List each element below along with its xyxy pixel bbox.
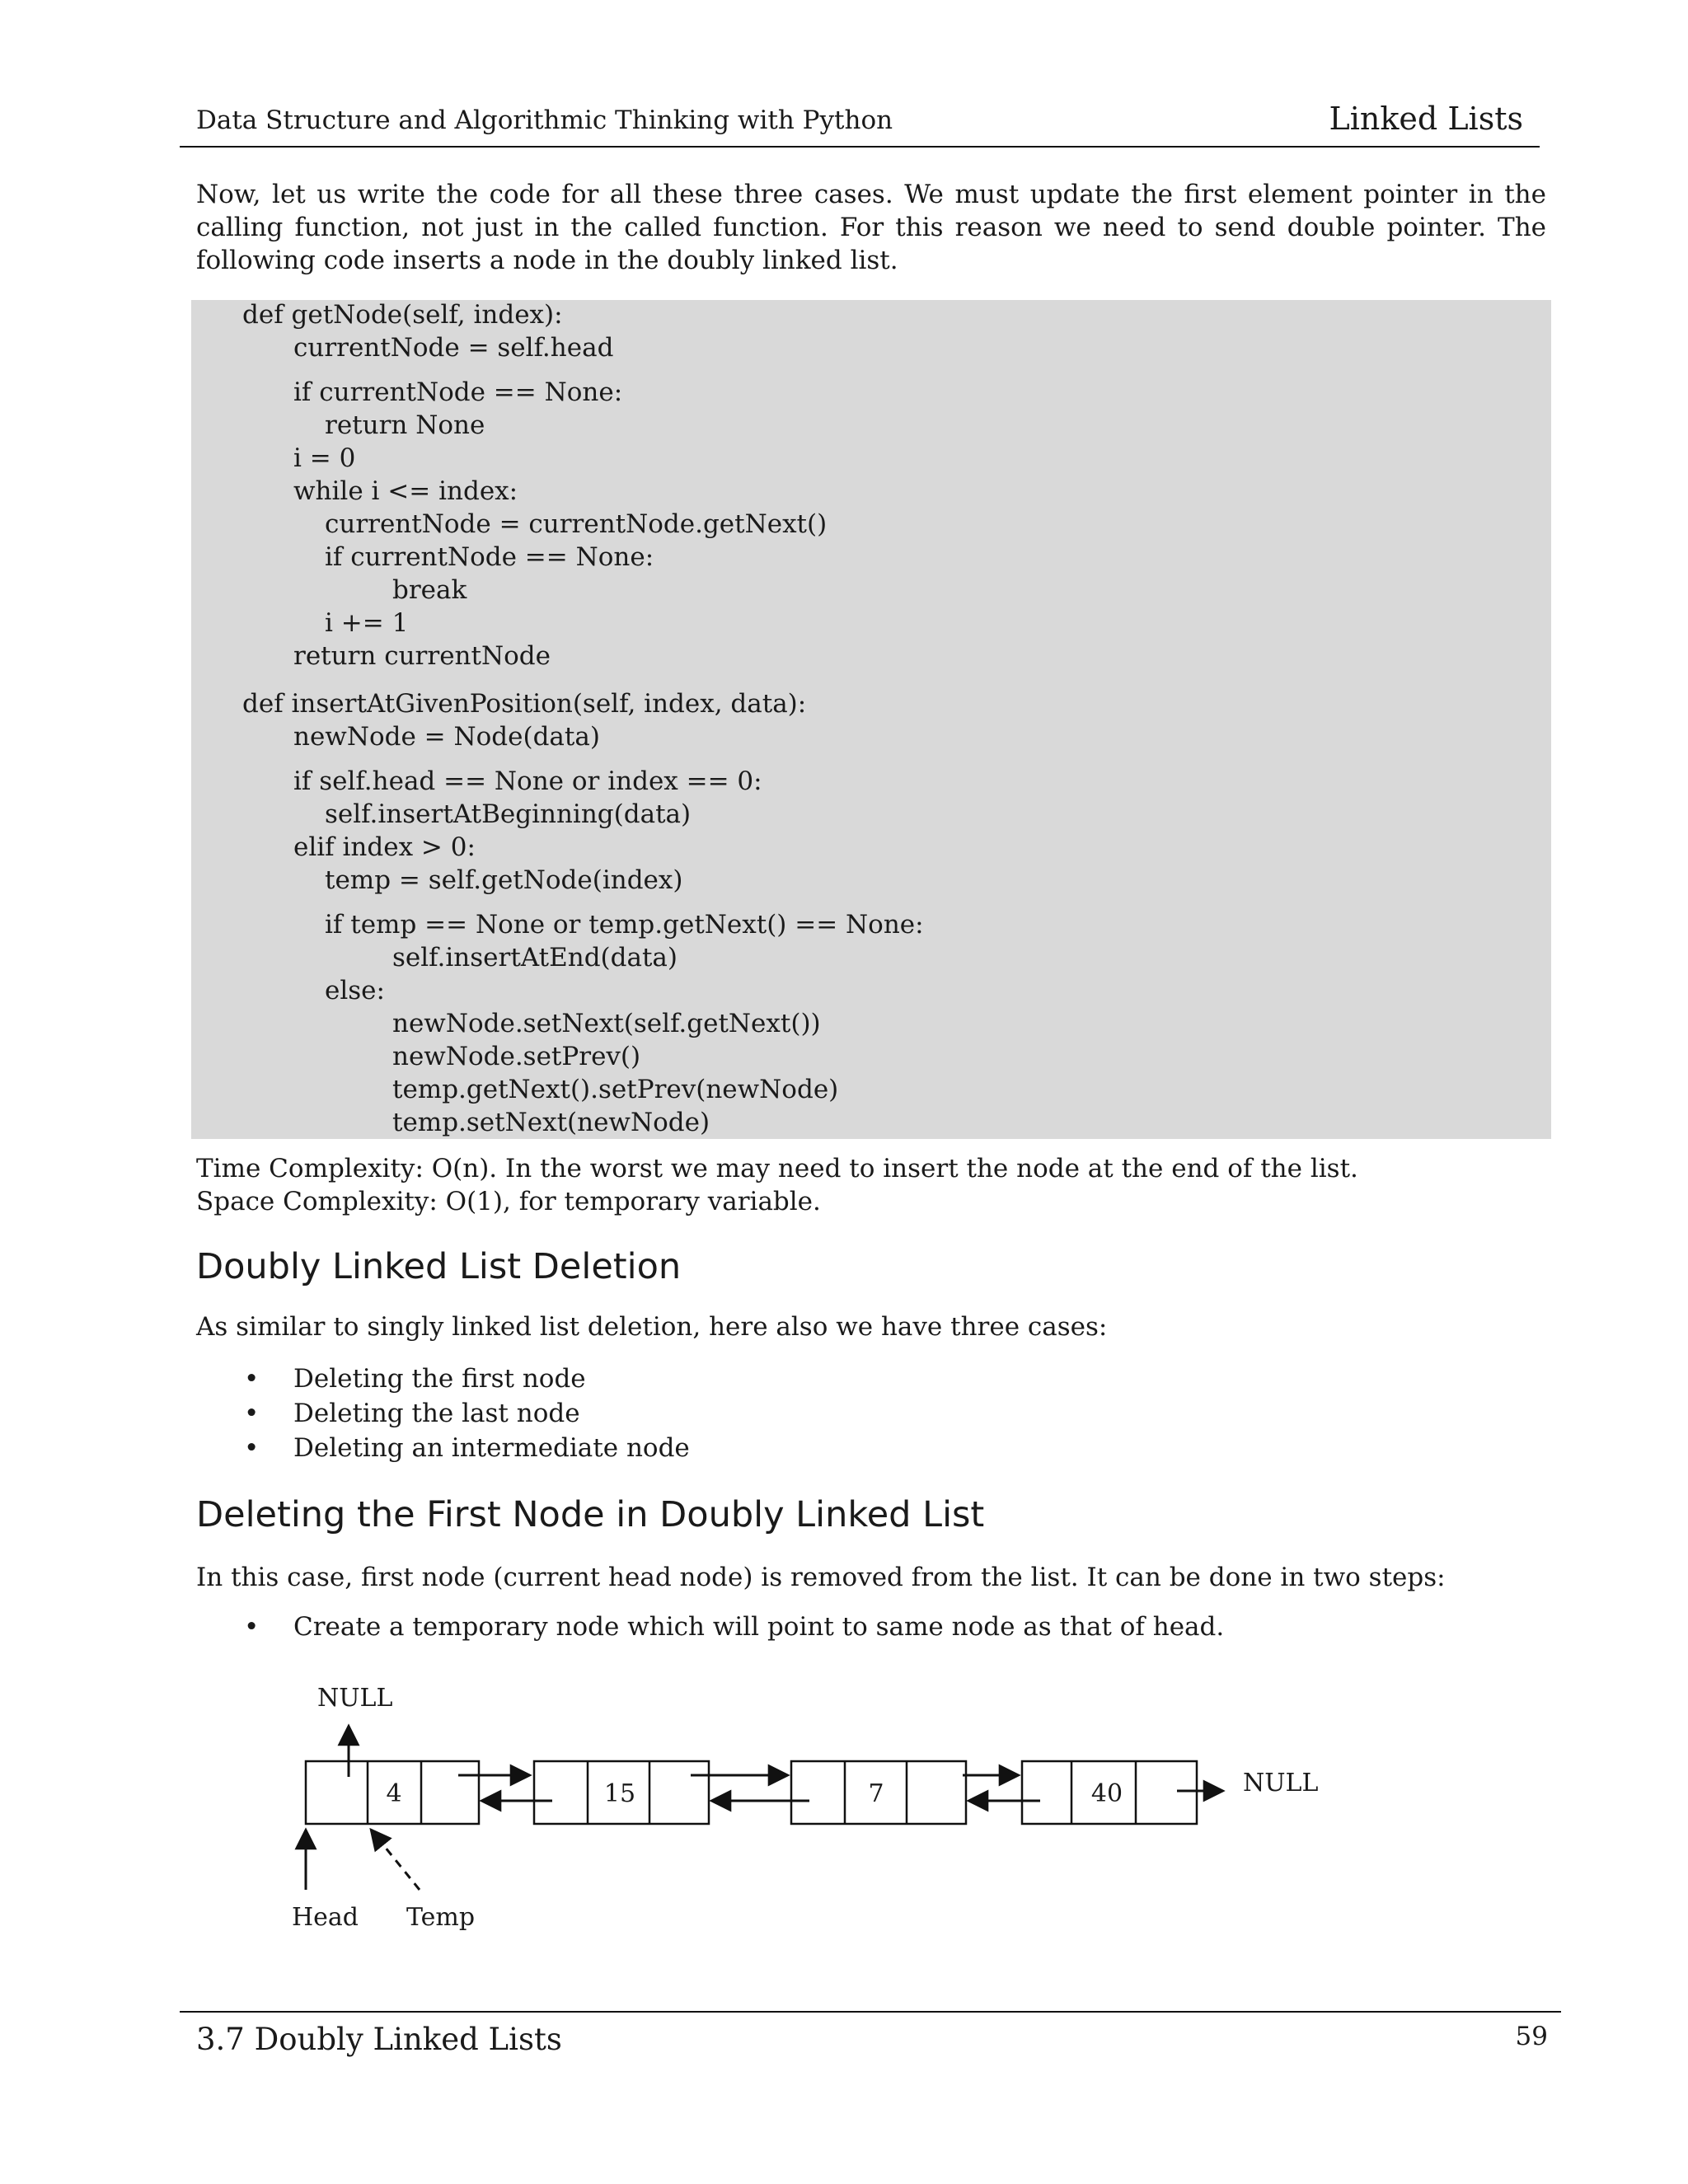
section-heading-first-node: Deleting the First Node in Doubly Linked List bbox=[196, 1494, 985, 1535]
list-node bbox=[306, 1761, 479, 1824]
code-line: elif index > 0: bbox=[293, 832, 476, 862]
bullet-icon: • bbox=[244, 1364, 260, 1394]
running-header-chapter: Linked Lists bbox=[1329, 101, 1523, 137]
code-line: while i <= index: bbox=[293, 476, 518, 506]
node-value: 4 bbox=[386, 1779, 402, 1808]
code-line: if temp == None or temp.getNext() == None: bbox=[325, 910, 924, 940]
deletion-intro: As similar to singly linked list deletion, here also we have three cases: bbox=[196, 1312, 1108, 1342]
node-value: 15 bbox=[603, 1779, 636, 1808]
code-line: break bbox=[392, 575, 467, 605]
code-line: def insertAtGivenPosition(self, index, data): bbox=[242, 689, 807, 719]
code-line: if currentNode == None: bbox=[325, 542, 654, 572]
list-node bbox=[534, 1761, 709, 1824]
code-line: if self.head == None or index == 0: bbox=[293, 766, 762, 796]
code-line: newNode.setNext(self.getNext()) bbox=[392, 1009, 821, 1038]
code-line: i += 1 bbox=[325, 608, 409, 638]
code-line: return None bbox=[325, 410, 485, 440]
null-top-label: NULL bbox=[317, 1684, 393, 1713]
section-heading-deletion: Doubly Linked List Deletion bbox=[196, 1246, 682, 1287]
code-line: temp.setNext(newNode) bbox=[392, 1108, 710, 1137]
page-number: 59 bbox=[1515, 2022, 1548, 2051]
code-line: temp.getNext().setPrev(newNode) bbox=[392, 1075, 839, 1104]
head-label: Head bbox=[292, 1903, 359, 1932]
code-line: self.insertAtEnd(data) bbox=[392, 943, 678, 972]
intro-paragraph: Now, let us write the code for all these three cases. We must update the first element pointer in the calling function, not just in the called function. For this reason we need to send double pointer. The following code inserts a node in the doubly linked list. bbox=[196, 180, 1546, 275]
list-node bbox=[1022, 1761, 1197, 1824]
time-complexity: Time Complexity: O(n). In the worst we may need to insert the node at the end of the list. bbox=[196, 1154, 1358, 1183]
running-header-book-title: Data Structure and Algorithmic Thinking with Python bbox=[196, 105, 893, 135]
code-line: def getNode(self, index): bbox=[242, 300, 563, 330]
code-line: return currentNode bbox=[293, 641, 551, 671]
code-line: if currentNode == None: bbox=[293, 377, 623, 407]
temp-pointer-arrow bbox=[371, 1830, 420, 1890]
temp-label: Temp bbox=[406, 1903, 476, 1932]
code-line: newNode.setPrev() bbox=[392, 1042, 641, 1071]
code-line: self.insertAtBeginning(data) bbox=[325, 799, 692, 829]
footer-rule bbox=[180, 2011, 1561, 2013]
code-line: i = 0 bbox=[293, 443, 356, 473]
list-item: Create a temporary node which will point to same node as that of head. bbox=[293, 1612, 1225, 1642]
bullet-icon: • bbox=[244, 1433, 260, 1463]
footer-section-title: 3.7 Doubly Linked Lists bbox=[196, 2022, 562, 2057]
code-line: currentNode = self.head bbox=[293, 333, 614, 363]
node-value: 7 bbox=[868, 1779, 884, 1808]
code-line: temp = self.getNode(index) bbox=[325, 865, 683, 895]
null-right-label: NULL bbox=[1243, 1769, 1319, 1797]
list-item: Deleting the last node bbox=[293, 1399, 580, 1428]
code-line: newNode = Node(data) bbox=[293, 722, 600, 752]
list-item: Deleting the first node bbox=[293, 1364, 586, 1394]
first-node-intro: In this case, first node (current head node) is removed from the list. It can be done in two steps: bbox=[196, 1563, 1446, 1592]
code-line: currentNode = currentNode.getNext() bbox=[325, 509, 828, 539]
bullet-icon: • bbox=[244, 1612, 260, 1642]
list-node bbox=[791, 1761, 966, 1824]
code-line: else: bbox=[325, 976, 385, 1005]
list-item: Deleting an intermediate node bbox=[293, 1433, 690, 1463]
bullet-icon: • bbox=[244, 1399, 260, 1428]
space-complexity: Space Complexity: O(1), for temporary variable. bbox=[196, 1187, 821, 1216]
node-value: 40 bbox=[1090, 1779, 1123, 1808]
